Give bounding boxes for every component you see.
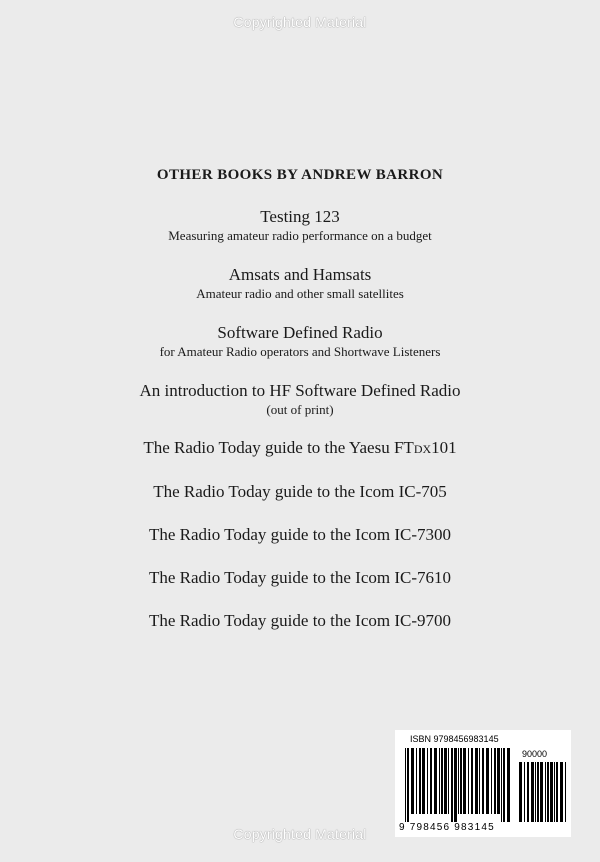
barcode-bar bbox=[475, 748, 478, 814]
book-entry bbox=[0, 525, 600, 545]
barcode-bar bbox=[405, 748, 406, 822]
barcode-bar bbox=[491, 748, 492, 814]
book-title-suffix: 101 bbox=[431, 438, 457, 457]
barcode-bar bbox=[448, 748, 449, 814]
barcode-bar bbox=[422, 748, 425, 814]
book-title-smallcaps: dx bbox=[413, 438, 432, 457]
barcode-bar bbox=[560, 762, 563, 822]
book-title bbox=[0, 438, 600, 458]
book-entry bbox=[0, 207, 600, 244]
book-entry bbox=[0, 323, 600, 360]
barcode-bars-addon bbox=[519, 762, 566, 822]
barcode-bar bbox=[460, 748, 462, 814]
barcode-bar bbox=[537, 762, 539, 822]
book-entry bbox=[0, 568, 600, 588]
book-title: The Radio Today guide to the Icom IC-7300 bbox=[148, 525, 452, 544]
book-subtitle: for Amateur Radio operators and Shortwave Listeners bbox=[159, 344, 441, 359]
book-title: An introduction to HF Software Defined Radio bbox=[139, 381, 461, 400]
barcode-bar bbox=[501, 748, 502, 822]
page-heading: OTHER BOOKS BY ANDREW BARRON bbox=[156, 167, 444, 183]
barcode-bar bbox=[479, 748, 480, 814]
barcode-bar bbox=[545, 762, 546, 822]
barcode-bar bbox=[535, 762, 536, 822]
book-title: Testing 123 bbox=[260, 207, 340, 226]
barcode-bar bbox=[527, 762, 529, 822]
barcode-bar bbox=[411, 748, 414, 814]
barcode-bar bbox=[486, 748, 489, 814]
book-subtitle: Measuring amateur radio performance on a budget bbox=[168, 228, 432, 243]
barcode-bar bbox=[471, 748, 473, 814]
barcode-bar bbox=[565, 762, 566, 822]
isbn-label: ISBN 9798456983145 bbox=[410, 734, 499, 744]
barcode-bar bbox=[519, 762, 522, 822]
book-entry bbox=[0, 381, 600, 418]
book-entry bbox=[0, 265, 600, 302]
barcode-bar bbox=[556, 762, 558, 822]
book-entry bbox=[0, 482, 600, 502]
barcode-bar bbox=[497, 748, 500, 814]
book-title: Amsats and Hamsats bbox=[228, 265, 372, 284]
barcode-bar bbox=[427, 748, 428, 814]
barcode-bar bbox=[416, 748, 417, 814]
book-title: Software Defined Radio bbox=[217, 323, 383, 342]
barcode-bar bbox=[407, 748, 409, 822]
book-entry bbox=[0, 438, 600, 458]
barcode-bar bbox=[458, 748, 459, 814]
barcode-bar bbox=[430, 748, 432, 814]
barcode-digits: 9 798456 983145 bbox=[399, 822, 495, 833]
barcode-bar bbox=[441, 748, 443, 814]
isbn-barcode bbox=[395, 730, 571, 837]
barcode-bar bbox=[451, 748, 453, 822]
barcode-bar bbox=[494, 748, 496, 814]
book-title: The Radio Today guide to the Icom IC-705 bbox=[153, 482, 447, 501]
book-subtitle: Amateur radio and other small satellites bbox=[196, 286, 404, 301]
barcode-bar bbox=[444, 748, 447, 814]
barcode-bar bbox=[439, 748, 440, 814]
book-subtitle: (out of print) bbox=[266, 402, 334, 417]
book-title: The Radio Today guide to the Icom IC-7610 bbox=[148, 568, 452, 587]
barcode-bar bbox=[419, 748, 421, 814]
copyright-watermark-bottom: Copyrighted Material bbox=[233, 826, 367, 842]
barcode-bar bbox=[503, 748, 505, 822]
barcode-bar bbox=[507, 748, 510, 822]
barcode-bars-main bbox=[405, 748, 510, 822]
barcode-bar bbox=[463, 748, 466, 814]
barcode-bar bbox=[468, 748, 469, 814]
price-code: 90000 bbox=[522, 749, 548, 759]
book-entry bbox=[0, 611, 600, 631]
barcode-bar bbox=[547, 762, 549, 822]
barcode-bar bbox=[531, 762, 534, 822]
barcode-bar bbox=[434, 748, 437, 814]
barcode-bar bbox=[540, 762, 543, 822]
barcode-bar bbox=[524, 762, 525, 822]
book-title: The Radio Today guide to the Icom IC-9700 bbox=[148, 611, 452, 630]
barcode-bar bbox=[550, 762, 553, 822]
copyright-watermark-top: Copyrighted Material bbox=[233, 14, 367, 30]
book-title-prefix: The Radio Today guide to the Yaesu FT bbox=[143, 438, 414, 457]
barcode-bar bbox=[482, 748, 484, 814]
barcode-bar bbox=[554, 762, 555, 822]
barcode-bar bbox=[454, 748, 457, 822]
